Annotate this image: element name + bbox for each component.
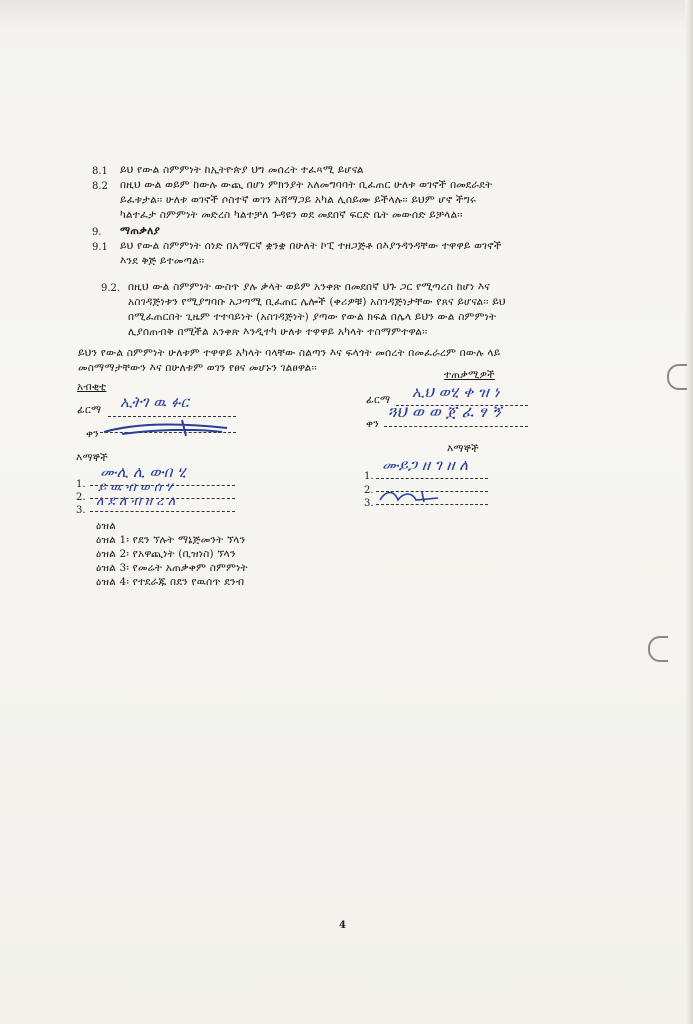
- witness-number: 1.: [76, 479, 86, 490]
- left-sign-label: ፊርማ: [77, 404, 102, 416]
- section-text: አስገዳጅነቱን የሚያግባቡ አጋጣሚ ቢፈጠር ሌሎች (ቀሪዎቹ) አስገዳጅነታቸው የጸና ይሆናል፡፡ ይህ: [128, 296, 506, 308]
- right-date-label: ቀን: [366, 418, 379, 430]
- handwritten-date-icon: [102, 416, 232, 438]
- section-text: ሊያሰጠብቅ በሚችል አንቀጽ እንዲተካ ሁለቱ ተዋዋይ አካላት ተስማምተዋል፡፡: [128, 326, 428, 338]
- section-number: 8.1: [92, 166, 108, 177]
- right-date-handwritten: ጓህ ወ ወ ጀ ፈ ፃ ኝ: [388, 402, 502, 421]
- right-witness-signature: ሙይጋ ዘ ገ ዘ ለ: [382, 456, 469, 474]
- section-text: ይፈቱታል፡፡ ሁለቱ ወገኖች ሶስተኛ ወገን አሸማጋይ አካል ሊሰይሙ ይችላሉ፡፡ ይህም ሆኖ ችግሩ: [120, 194, 477, 206]
- left-witness-signature: ይ ዉ ብ ወ ሰ ሃ: [98, 480, 173, 495]
- section-text: በዚህ ውል ወይም ከውሉ ውጪ በሆነ ምክንያት አለመግባባት ቢፈጠር ሁለቱ ወገኖች በመደራደት: [120, 179, 493, 191]
- right-signature: ኢህ ወሂ ቀ ዝ ነ: [412, 383, 500, 401]
- right-sign-label: ፊርማ: [366, 394, 391, 406]
- right-party-title: ተጠቃሚዎች: [444, 369, 495, 381]
- section-text: ይህ የውል ስምምነት ከኢትዮጵያ ህግ መሰረት ተፈጻሚ ይሆናል: [120, 164, 364, 176]
- closing-text: ይህን የውል ስምምነት ሁለቱም ተዋዋይ አካላት ባላቸው ስልጣን እና ፍላጎት መሰረት በመፈራረም በውሉ ላይ: [78, 347, 501, 359]
- attachment-item: ዕዝል 2፡ የአዋጪነት (ቢዝነስ) ኘላን: [96, 548, 236, 560]
- attachment-item: ዕዝል 4፡ የተደራጁ በደን የዉሰጥ ደንብ: [96, 576, 245, 588]
- witness-number: 2.: [76, 492, 86, 503]
- section-heading: ማጠቃለያ: [120, 225, 161, 237]
- witness-line: [90, 511, 235, 512]
- section-text: በዚህ ውል ስምምነት ውስጥ ያሉ ቃላት ወይም አንቀጽ በመደበኛ ህጉ ጋር የሚጣረስ ከሆነ እና: [128, 281, 491, 293]
- attachment-item: ዕዝል 3፡ የመሬት አጠቃቀም ስምምነት: [96, 562, 248, 574]
- scan-top-edge: [0, 0, 693, 28]
- section-text: በሚፈጠርበት ጊዜም ተተባይነት (አስገዳጅነት) ያጣው የውል ክፍል በሌላ ይህን ውል ስምምነት: [128, 311, 497, 323]
- closing-text: መስማማታቸውን እና በሁለቱም ወገን የፀና መሆኑን ገልፀዋል፡፡: [78, 362, 317, 374]
- right-witnesses-title: እማኞች: [447, 443, 479, 455]
- page-number: 4: [339, 920, 346, 931]
- witness-number: 1.: [364, 471, 374, 482]
- section-number: 9.2.: [101, 283, 121, 294]
- left-date-label: ቀን: [86, 428, 99, 440]
- left-witness-signature: ለ ደ ለ ብ ዘ ረ ለ: [96, 494, 176, 509]
- section-number: 9.1: [92, 242, 108, 253]
- attachment-item: ዕዝል 1፡ የደን ኘሉት ማኔጅመንት ኘላን: [96, 534, 246, 546]
- handwritten-witness-icon: [376, 488, 446, 504]
- left-party-title: አብቂቲ: [77, 381, 107, 393]
- date-line: [384, 426, 528, 427]
- binder-hole-icon: [667, 364, 687, 390]
- attachments-title: ዕዝል: [96, 520, 116, 532]
- left-witness-signature: ሙሊ ሊ ውበ ሂ: [100, 463, 186, 481]
- section-text: ካልተፈታ ስምምነት መድረስ ካልተቻለ ጉዳዩን ወደ መደበኛ ፍርድ ቤት መውሰድ ይቻላል፡፡: [120, 209, 463, 221]
- witness-line: [376, 478, 488, 479]
- section-number: 8.2: [92, 181, 108, 192]
- witness-number: 3.: [364, 498, 374, 509]
- scan-right-edge: [685, 0, 693, 1024]
- witness-number: 2.: [364, 485, 374, 496]
- binder-hole-icon: [648, 636, 668, 662]
- section-text: ይህ የውል ስምምነት ሰነድ በአማርኛ ቋንቋ በሁለት ኮፒ ተዘጋጅቶ በእያንዳንዳቸው ተዋዋይ ወገኖች: [120, 240, 502, 252]
- witness-line: [376, 504, 488, 505]
- section-number: 9.: [92, 227, 102, 238]
- left-signature: ኢትገ ዉ ፉር: [120, 393, 189, 411]
- section-text: እንደ ቅጅ ይተመጣል፡፡: [120, 255, 205, 267]
- witness-number: 3.: [76, 505, 86, 516]
- left-witnesses-title: እማኞች: [76, 452, 108, 464]
